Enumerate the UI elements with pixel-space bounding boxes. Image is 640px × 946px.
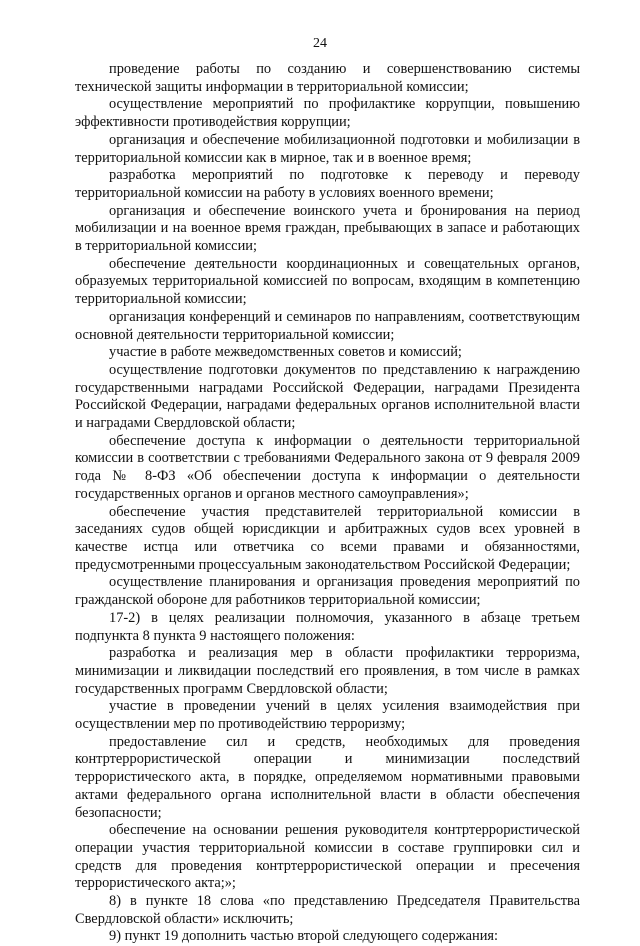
paragraph: обеспечение на основании решения руководителя контртеррористической операции участия территориальной комиссии в составе группировки сил и средств для проведения контртеррористической операции и пресечения террористического акта;»;: [75, 822, 580, 892]
paragraph: 17-2) в целях реализации полномочия, указанного в абзаце третьем подпункта 8 пункта 9 настоящего положения:: [75, 609, 580, 644]
paragraph: обеспечение доступа к информации о деятельности территориальной комиссии в соответствии с требованиями Федерального закона от 9 февраля 2009 года № 8-ФЗ «Об обеспечении доступа к информации о деятельности государственных органов и органов местного самоуправления»;: [75, 432, 580, 502]
paragraph: разработка мероприятий по подготовке к переводу и переводу территориальной комиссии на работу в условиях военного времени;: [75, 167, 580, 201]
paragraph: разработка и реализация мер в области профилактики терроризма, минимизации и ликвидации последствий его проявления, в том числе в рамках государственных программ Свердловской области;: [75, 645, 580, 697]
paragraph: осуществление подготовки документов по представлению к награждению государственными наградами Российской Федерации, наградами Президента Российской Федерации, наградами федеральных органов исполнительной власти и наградами Свердловской области;: [75, 361, 580, 432]
paragraph: организация и обеспечение воинского учета и бронирования на период мобилизации и на военное время граждан, пребывающих в запасе и работающих в территориальной комиссии;: [75, 202, 580, 255]
paragraph: проведение работы по созданию и совершенствованию системы технической защиты информации в территориальной комиссии;: [75, 61, 580, 95]
paragraph: осуществление планирования и организация проведения мероприятий по гражданской обороне для работников территориальной комиссии;: [75, 574, 580, 609]
paragraph: организация и обеспечение мобилизационной подготовки и мобилизации в территориальной комиссии как в мирное, так и в военное время;: [75, 131, 580, 166]
paragraph: участие в проведении учений в целях усиления взаимодействия при осуществлении мер по противодействию терроризму;: [75, 698, 580, 733]
paragraph: организация конференций и семинаров по направлениям, соответствующим основной деятельности территориальной комиссии;: [75, 308, 580, 343]
paragraph: предоставление сил и средств, необходимых для проведения контртеррористической операции и минимизации последствий террористического акта, в порядке, определяемом нормативными правовыми актами федерального органа исполнительной власти в области обеспечения безопасности;: [75, 733, 580, 821]
paragraph: 8) в пункте 18 слова «по представлению Председателя Правительства Свердловской области» исключить;: [75, 893, 580, 927]
paragraph: осуществление мероприятий по профилактике коррупции, повышению эффективности противодействия коррупции;: [75, 96, 580, 131]
paragraph: 9) пункт 19 дополнить частью второй следующего содержания:: [109, 928, 499, 945]
paragraph: обеспечение участия представителей территориальной комиссии в заседаниях судов общей юрисдикции и арбитражных судов всех уровней в качестве истца или ответчика со всеми правами и обязанностями, предусмотренными процессуальным законодательством Российской Федерации;: [75, 503, 580, 573]
document-body: [75, 61, 580, 946]
page-number: 24: [313, 36, 327, 51]
paragraph: обеспечение деятельности координационных и совещательных органов, образуемых территориальной комиссией по вопросам, входящим в компетенцию территориальной комиссии;: [75, 255, 580, 308]
paragraph: участие в работе межведомственных советов и комиссий;: [109, 344, 462, 361]
